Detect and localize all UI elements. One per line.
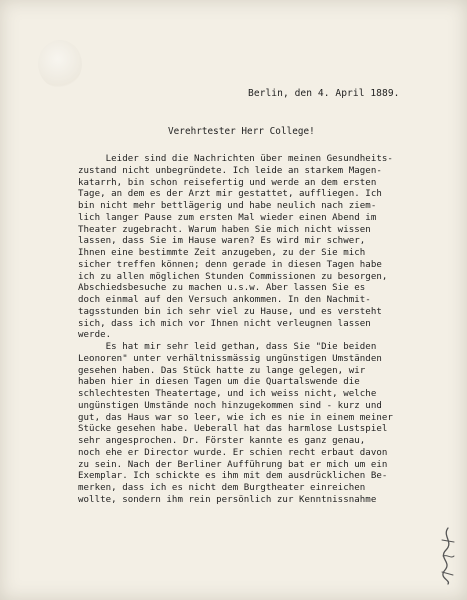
- body-line: ich zu allen möglichen Stunden Commissionen zu besorgen,: [78, 271, 388, 282]
- embossed-seal: [38, 40, 82, 88]
- body-line: zustand nicht unbegründete. Ich leide an starkem Magen-: [78, 165, 382, 176]
- body-line: Tage, an dem es der Arzt mir gestattet, auffliegen. Ich: [78, 189, 382, 200]
- body-line: lassen, dass Sie im Hause waren? Es wird mir schwer,: [78, 236, 366, 247]
- body-line: werde.: [78, 330, 112, 341]
- body-line: lich langer Pause zum ersten Mal wieder einen Abend im: [78, 212, 377, 223]
- body-line: bin nicht mehr bettlägerig und habe neulich nach ziem-: [78, 201, 377, 211]
- body-line: sich, dass ich mich vor Ihnen nicht verleugnen lassen: [78, 318, 371, 329]
- pencil-annotation: [436, 526, 460, 586]
- body-line: merken, dass ich es nicht dem Burgtheater einreichen: [78, 483, 366, 493]
- body-line: doch einmal auf den Versuch ankommen. In den Nachmit-: [78, 295, 371, 305]
- body-line: Ihnen eine bestimmte Zeit anzugeben, zu der Sie mich: [78, 248, 366, 258]
- body-line: Es hat mir sehr leid gethan, dass Sie "Die beiden: [78, 342, 377, 352]
- body-line: wollte, sondern ihm rein persönlich zur Kenntnissnahme: [78, 494, 377, 505]
- body-line: gut, das Haus war so leer, wie ich es nie in einem meiner: [78, 412, 393, 423]
- body-line: tagsstunden bin ich sehr viel zu Hause, und es versteht: [78, 306, 382, 317]
- body-line: noch ehe er Director wurde. Er schien recht erbaut davon: [78, 447, 388, 458]
- body-line: sicher treffen können; denn gerade in diesen Tagen habe: [78, 259, 382, 270]
- body-line: haben hier in diesen Tagen um die Quartalswende die: [78, 377, 360, 388]
- letter-body: [78, 154, 393, 507]
- body-line: katarrh, bin schon reisefertig und werde an dem ersten: [78, 177, 377, 188]
- body-line: Stücke gesehen habe. Ueberall hat das harmlose Lustspiel: [78, 424, 388, 435]
- body-line: gesehen haben. Das Stück hatte zu lange gelegen, wir: [78, 365, 366, 376]
- body-line: ungünstigen Umstände noch hinzugekommen sind - kurz und: [78, 400, 382, 411]
- body-line: sehr angesprochen. Dr. Förster kannte es ganz genau,: [78, 436, 366, 446]
- dateline: Berlin, den 4. April 1889.: [248, 88, 400, 99]
- body-line: Exemplar. Ich schickte es ihm mit dem ausdrücklichen Be-: [78, 471, 388, 482]
- body-line: Abschiedsbesuche zu machen u.s.w. Aber lassen Sie es: [78, 283, 366, 294]
- salutation: Verehrtester Herr College!: [168, 126, 315, 137]
- body-line: schlechtesten Theatertage, und ich weiss nicht, welche: [78, 389, 377, 399]
- body-line: Leider sind die Nachrichten über meinen Gesundheits-: [78, 154, 393, 164]
- body-line: Theater zugebracht. Warum haben Sie mich nicht wissen: [78, 224, 371, 235]
- body-line: Leonoren" unter verhältnissmässig ungünstigen Umständen: [78, 353, 382, 364]
- body-line: zu sein. Nach der Berliner Aufführung bat er mich um ein: [78, 459, 388, 470]
